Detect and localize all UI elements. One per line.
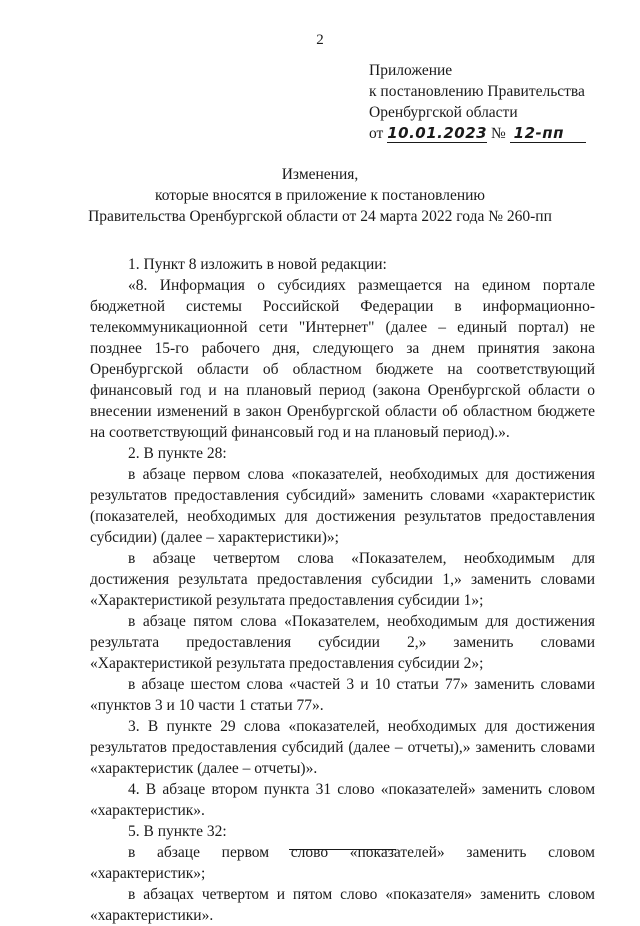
paragraph-8: 3. В пункте 29 слова «показателей, необходимых для достижения результатов предоставления субсидий (далее – отчеты),» заменить словами «характеристик (далее – отчеты)». bbox=[90, 718, 595, 777]
page-number: 2 bbox=[316, 32, 324, 48]
paragraph-6: в абзаце пятом слова «Показателем, необходимым для достижения результата предоставления субсидии 2,» заменить словами «Характеристикой результата предоставления субсидии 2»; bbox=[90, 613, 595, 672]
paragraph-7: в абзаце шестом слова «частей 3 и 10 статьи 77» заменить словами «пунктов 3 и 10 части 1 статьи 77». bbox=[90, 676, 595, 714]
paragraph-4: в абзаце первом слова «показателей, необходимых для достижения результатов предоставления субсидий» заменить словами «характеристик (показателей, необходимых для достижения результатов предоставления субсидии) (далее – характеристики)»; bbox=[90, 466, 595, 546]
paragraph-3: 2. В пункте 28: bbox=[128, 445, 227, 462]
appendix-block bbox=[369, 60, 629, 144]
from-label: от bbox=[369, 125, 384, 142]
handwritten-number: 12-пп bbox=[510, 125, 586, 143]
paragraph-11: в абзаце первом слово «показателей» заменить словом «характеристик»; bbox=[90, 844, 595, 882]
paragraph-1: 1. Пункт 8 изложить в новой редакции: bbox=[128, 256, 387, 273]
document-body bbox=[90, 254, 595, 926]
heading-line-3: Правительства Оренбургской области от 24 марта 2022 года № 260-пп bbox=[88, 208, 552, 225]
paragraph-9: 4. В абзаце втором пункта 31 слово «показателей» заменить словом «характеристик». bbox=[90, 781, 595, 819]
appendix-title: Приложение bbox=[369, 62, 453, 79]
paragraph-5: в абзаце четвертом слова «Показателем, необходимым для достижения результата предоставления субсидии 1,» заменить словами «Характеристикой результата предоставления субсидии 1»; bbox=[90, 550, 595, 609]
end-divider bbox=[289, 849, 396, 850]
paragraph-10: 5. В пункте 32: bbox=[128, 823, 227, 840]
number-label: № bbox=[490, 125, 506, 142]
handwritten-date: 10.01.2023 bbox=[387, 124, 488, 142]
heading-line-1: Изменения, bbox=[281, 166, 359, 183]
heading-line-2: которые вносятся в приложение к постановлению bbox=[155, 187, 485, 204]
paragraph-2: «8. Информация о субсидиях размещается на едином портале бюджетной системы Российской Федерации в информационно-телекоммуникационной сети "Интернет" (далее – единый портал) не позднее 15-го рабочего дня, следующего за днем принятия закона Оренбургской области об областном бюджете на соответствующий финансовый год и на плановый период (закона Оренбургской области о внесении изменений в закон Оренбургской области об областном бюджете на соответствующий финансовый год и на плановый период).». bbox=[90, 277, 595, 441]
paragraph-12: в абзацах четвертом и пятом слово «показателя» заменить словом «характеристики». bbox=[90, 886, 595, 924]
appendix-date-line bbox=[369, 123, 629, 144]
appendix-resolution: к постановлению Правительства bbox=[369, 83, 585, 100]
appendix-region: Оренбургской области bbox=[369, 104, 518, 121]
document-heading bbox=[0, 164, 640, 227]
